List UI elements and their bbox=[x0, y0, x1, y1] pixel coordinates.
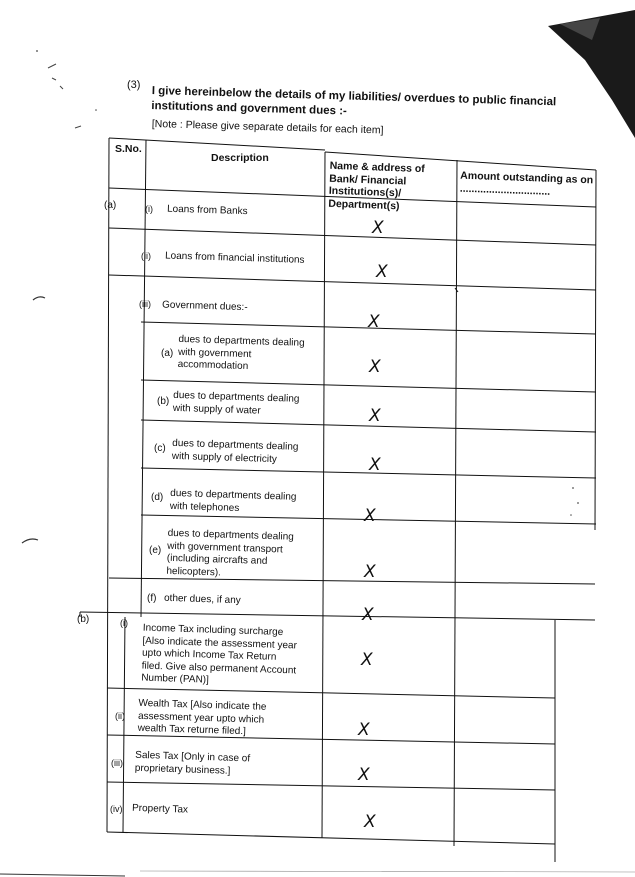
note-text: [Note : Please give separate details for each item] bbox=[151, 118, 384, 137]
row-sub-number: (iv) bbox=[110, 804, 123, 814]
row-description: Government dues:- bbox=[161, 299, 248, 314]
row-sub-number: (iii) bbox=[139, 299, 151, 309]
row-cross-mark: X bbox=[376, 262, 388, 282]
section-number: (3) bbox=[127, 79, 141, 91]
row-description: Loans from financial institutions bbox=[164, 250, 305, 266]
row-cross-mark: X bbox=[364, 562, 376, 582]
row-cross-mark: X bbox=[364, 812, 376, 832]
row-cross-mark: X bbox=[369, 357, 381, 377]
row-description: dues to departments dealing with government transport (including aircrafts and helicopters). bbox=[166, 527, 294, 579]
row-cross-mark: X bbox=[358, 765, 370, 785]
row-description: Property Tax bbox=[131, 802, 189, 816]
row-letter: (b) bbox=[157, 396, 170, 407]
row-group-label: (b) bbox=[77, 614, 90, 625]
row-cross-mark: X bbox=[372, 218, 384, 238]
row-description: Income Tax including surcharge [Also indicate the assessment year upto which Income Tax Return filed. Give also permanent Account Number (PAN)] bbox=[141, 622, 298, 686]
header-name-address: Name & address of Bank/ Financial Institutions(s)/ Department(s) bbox=[328, 159, 425, 212]
row-cross-mark: X bbox=[369, 455, 381, 475]
row-sub-number: (i) bbox=[120, 618, 128, 628]
row-description: other dues, if any bbox=[163, 592, 241, 607]
row-cross-mark: X bbox=[369, 406, 381, 426]
row-cross-mark: X bbox=[358, 720, 370, 740]
row-group-label: (a) bbox=[104, 200, 117, 211]
row-sub-number: (ii) bbox=[115, 711, 125, 721]
row-description: dues to departments dealing with government accommodation bbox=[177, 333, 305, 373]
row-sub-number: (iii) bbox=[111, 758, 123, 768]
row-description: Wealth Tax [Also indicate the assessment year upto which wealth Tax returne filed.] bbox=[137, 697, 267, 738]
row-cross-mark: X bbox=[361, 650, 373, 670]
row-letter: (c) bbox=[154, 443, 166, 454]
row-description: dues to departments dealing with telephones bbox=[169, 487, 297, 514]
row-letter: (f) bbox=[147, 593, 157, 604]
row-cross-mark: X bbox=[368, 312, 380, 332]
header-sno: S.No. bbox=[115, 143, 142, 155]
header-description: Description bbox=[211, 152, 269, 164]
row-sub-number: (ii) bbox=[141, 251, 151, 261]
row-cross-mark: X bbox=[364, 506, 376, 526]
row-description: Loans from Banks bbox=[166, 203, 248, 218]
row-cross-mark: X bbox=[362, 605, 374, 625]
row-sub-number: (i) bbox=[145, 204, 153, 214]
row-description: Sales Tax [Only in case of proprietary business.] bbox=[134, 749, 251, 777]
row-letter: (a) bbox=[161, 348, 174, 359]
row-description: dues to departments dealing with supply of electricity bbox=[171, 437, 299, 465]
row-letter: (e) bbox=[149, 545, 162, 556]
section-intro: I give hereinbelow the details of my liabilities/ overdues to public financial institutions and government dues :- bbox=[151, 84, 557, 118]
row-letter: (d) bbox=[151, 492, 164, 503]
header-amount: Amount outstanding as on ............................... bbox=[459, 169, 594, 198]
row-description: dues to departments dealing with supply of water bbox=[172, 389, 300, 417]
